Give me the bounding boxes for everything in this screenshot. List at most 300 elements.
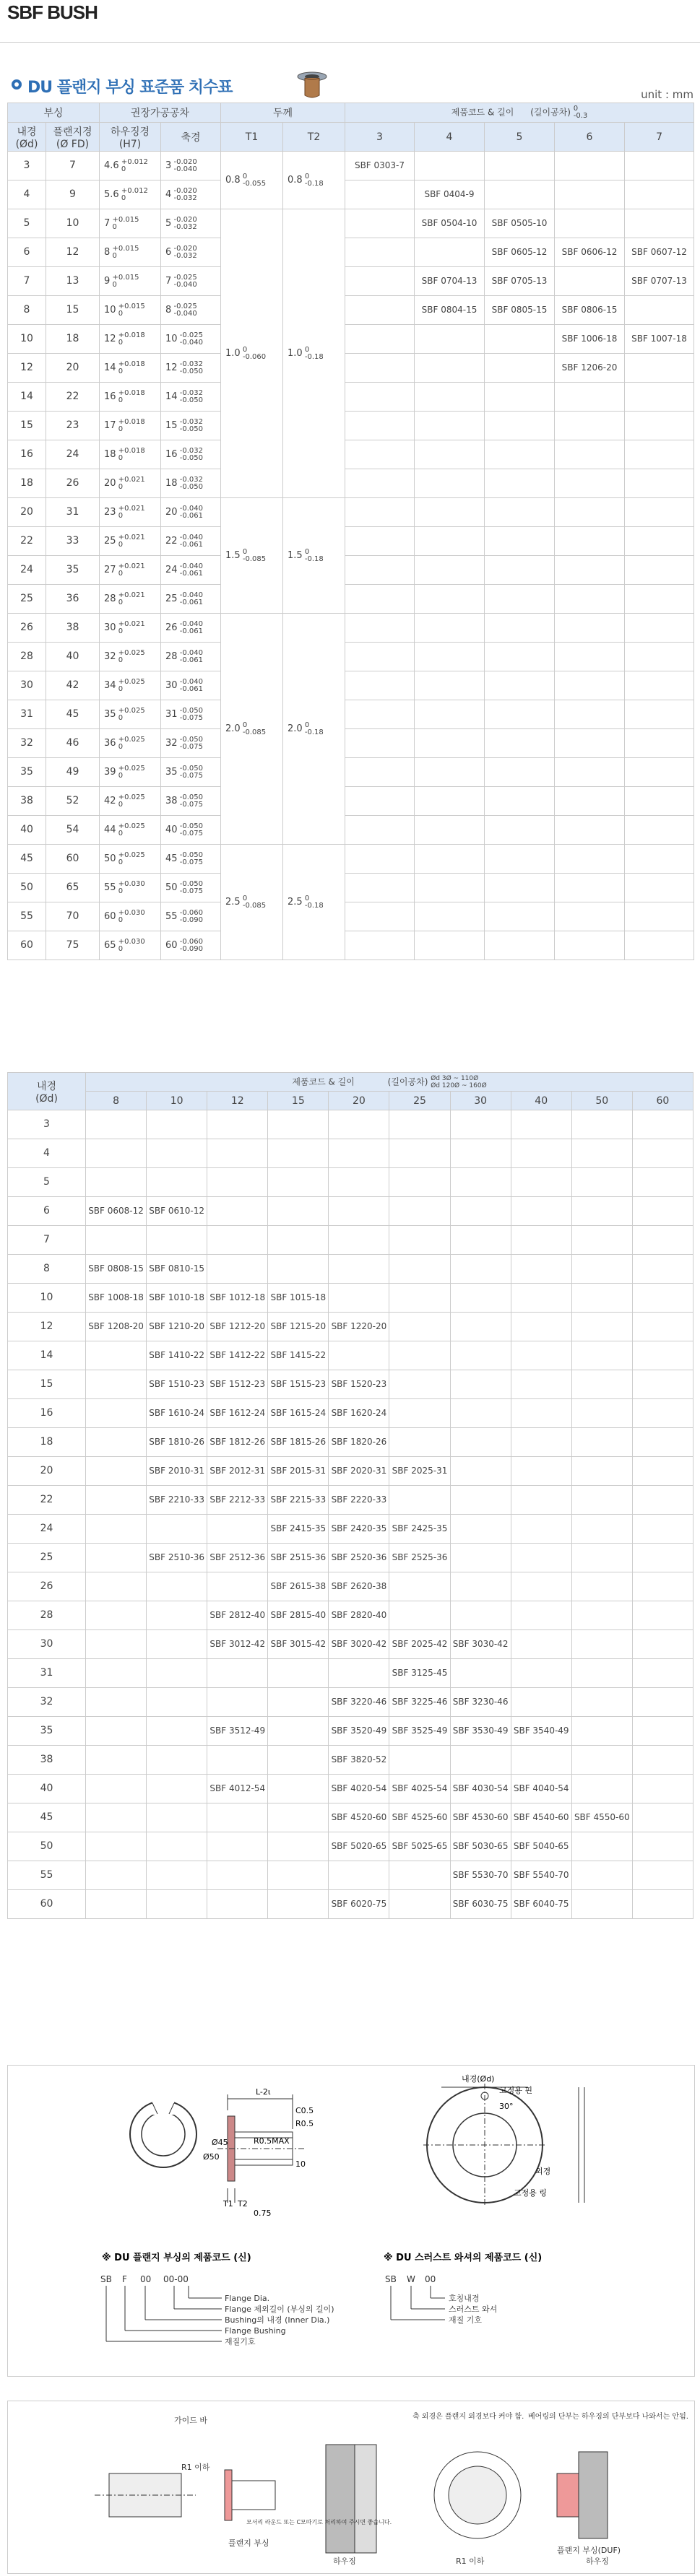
table-row xyxy=(8,556,694,585)
table-row xyxy=(8,527,694,556)
table-row xyxy=(8,1255,693,1284)
cell-code xyxy=(268,1255,329,1284)
cell-code xyxy=(625,152,694,180)
header2-inner: 내경 (Ød) xyxy=(8,1073,86,1110)
cell-code xyxy=(329,1139,389,1168)
cell-code xyxy=(450,1601,511,1630)
cell-shaft: 30 -0.040 -0.061 xyxy=(161,671,221,700)
dim-30: 30° xyxy=(499,2102,514,2111)
cell-flange: 26 xyxy=(46,469,100,498)
cell-code xyxy=(625,671,694,700)
cell-code xyxy=(632,1370,693,1399)
header-inner: 내경 (Ød) xyxy=(8,123,46,152)
cell-code xyxy=(345,498,415,527)
cell-code xyxy=(207,1255,268,1284)
fig2-round-note: 모서리 라운드 또는 C모따기로 처리하여 주시면 좋습니다. xyxy=(246,2519,392,2525)
header-code-length xyxy=(345,103,694,123)
cell-shaft: 28 -0.040 -0.061 xyxy=(161,643,221,671)
cell-code xyxy=(389,1370,450,1399)
cell-shaft: 6 -0.020 -0.032 xyxy=(161,238,221,267)
cell-code xyxy=(555,614,625,643)
cell-inner: 26 xyxy=(8,614,46,643)
cell-code xyxy=(632,1284,693,1313)
cell-code: SBF 1810-26 xyxy=(147,1428,207,1457)
cell-code xyxy=(485,758,555,787)
cell-code xyxy=(86,1428,147,1457)
length-tol-upper: 0 xyxy=(573,105,579,113)
cell-code xyxy=(147,1226,207,1255)
fig2-duf: 플랜지 부싱(DUF) xyxy=(557,2546,621,2555)
table-row xyxy=(8,296,694,325)
dim-d50: Ø50 xyxy=(203,2152,220,2162)
cell-code xyxy=(625,787,694,816)
cell-flange: 52 xyxy=(46,787,100,816)
header2-len: 60 xyxy=(632,1092,693,1110)
cell-shaft: 4 -0.020 -0.032 xyxy=(161,180,221,209)
cell-housing: 27 +0.021 0 xyxy=(100,556,161,585)
table-row xyxy=(8,643,694,671)
dim-outer: 외경 xyxy=(535,2167,551,2176)
cell-shaft: 25 -0.040 -0.061 xyxy=(161,585,221,614)
section-title: DU 플랜지 부싱 표준품 치수표 xyxy=(27,79,233,97)
cell-code: SBF 5040-65 xyxy=(511,1832,571,1861)
code-flange-legend-3: Bushing의 내경 (Inner Dia.) xyxy=(225,2315,330,2325)
code-washer-title: ※ DU 스러스트 와셔의 제품코드 (신) xyxy=(384,2253,543,2263)
cell-shaft: 18 -0.032 -0.050 xyxy=(161,469,221,498)
cell-code xyxy=(571,1746,632,1775)
cell-code xyxy=(625,354,694,383)
cell-flange: 23 xyxy=(46,412,100,440)
cell-code xyxy=(345,816,415,845)
cell-code xyxy=(415,354,485,383)
cell-housing: 20 +0.021 0 xyxy=(100,469,161,498)
cell-code: SBF 1410-22 xyxy=(147,1341,207,1370)
cell-flange: 38 xyxy=(46,614,100,643)
cell-code xyxy=(625,585,694,614)
cell-code xyxy=(389,1746,450,1775)
cell-code xyxy=(207,1110,268,1139)
table-row xyxy=(8,1717,693,1746)
cell-code xyxy=(268,1197,329,1226)
cell-code xyxy=(485,383,555,412)
code-flange-title: ※ DU 플랜지 부싱의 제품코드 (신) xyxy=(102,2253,251,2263)
cell-code xyxy=(86,1803,147,1832)
fig2-housing-2: 하우징 xyxy=(586,2557,609,2566)
fig2-r1-2: R1 이하 xyxy=(456,2557,485,2566)
cell-code xyxy=(345,556,415,585)
cell-code: SBF 1012-18 xyxy=(207,1284,268,1313)
dim-c05: C0.5 xyxy=(295,2106,314,2115)
cell-code: SBF 0607-12 xyxy=(625,238,694,267)
cell-flange: 54 xyxy=(46,816,100,845)
cell-housing: 5.6 +0.012 0 xyxy=(100,180,161,209)
cell-code xyxy=(625,412,694,440)
length-tol-lower: -0.3 xyxy=(573,112,588,120)
cell-code: SBF 3820-52 xyxy=(329,1746,389,1775)
cell-inner: 40 xyxy=(8,816,46,845)
cell-code: SBF 1015-18 xyxy=(268,1284,329,1313)
cell-code xyxy=(450,1399,511,1428)
cell-code xyxy=(345,440,415,469)
cell-code xyxy=(511,1139,571,1168)
header-housing: 하우징경 (H7) xyxy=(100,123,161,152)
cell-inner: 28 xyxy=(8,1601,86,1630)
cell-code xyxy=(345,180,415,209)
header-tolerance: 권장가공공차 xyxy=(100,103,221,123)
cell-code xyxy=(571,1284,632,1313)
cell-code xyxy=(485,671,555,700)
header-len-5: 5 xyxy=(485,123,555,152)
fig2-housing-1: 하우징 xyxy=(333,2557,356,2566)
cell-code: SBF 3530-49 xyxy=(450,1717,511,1746)
cell-inner: 35 xyxy=(8,1717,86,1746)
cell-thickness-t1: 0.8 0 -0.055 xyxy=(221,152,283,209)
cell-code xyxy=(625,816,694,845)
cell-code: SBF 4540-60 xyxy=(511,1803,571,1832)
cell-code: SBF 1812-26 xyxy=(207,1428,268,1457)
cell-code xyxy=(147,1572,207,1601)
cell-code xyxy=(147,1515,207,1544)
cell-code: SBF 1006-18 xyxy=(555,325,625,354)
code-washer-legend-3: 재질 기호 xyxy=(449,2315,483,2325)
cell-shaft: 45 -0.050 -0.075 xyxy=(161,845,221,874)
cell-flange: 9 xyxy=(46,180,100,209)
cell-code xyxy=(571,1226,632,1255)
cell-code xyxy=(207,1688,268,1717)
cell-code: SBF 1412-22 xyxy=(207,1341,268,1370)
cell-inner: 22 xyxy=(8,1486,86,1515)
table-row xyxy=(8,1399,693,1428)
cell-code xyxy=(450,1313,511,1341)
code-table xyxy=(7,1072,693,1919)
cell-code xyxy=(555,585,625,614)
cell-code xyxy=(632,1341,693,1370)
cell-code xyxy=(207,1861,268,1890)
cell-thickness-t2: 1.0 0 -0.18 xyxy=(283,209,345,498)
flange-bush-icon xyxy=(295,71,329,100)
cell-inner: 10 xyxy=(8,325,46,354)
cell-code: SBF 4520-60 xyxy=(329,1803,389,1832)
code-flange-legend-2: Flange 제외길이 (부싱의 길이) xyxy=(225,2305,334,2314)
cell-inner: 30 xyxy=(8,1630,86,1659)
cell-code xyxy=(511,1601,571,1630)
cell-code xyxy=(415,412,485,440)
fig2-note-1: 축 외경은 플랜지 외경보다 커야 함. xyxy=(412,2413,524,2421)
cell-code: SBF 2010-31 xyxy=(147,1457,207,1486)
length-tol-line1: Ød 3Ø ~ 110Ø xyxy=(431,1074,479,1082)
cell-flange: 45 xyxy=(46,700,100,729)
cell-flange: 22 xyxy=(46,383,100,412)
table-row xyxy=(8,1284,693,1313)
cell-code xyxy=(147,1861,207,1890)
table-row xyxy=(8,845,694,874)
cell-code xyxy=(450,1544,511,1572)
cell-code: SBF 1010-18 xyxy=(147,1284,207,1313)
cell-code xyxy=(571,1486,632,1515)
cell-inner: 5 xyxy=(8,1168,86,1197)
cell-flange: 36 xyxy=(46,585,100,614)
cell-code xyxy=(345,643,415,671)
cell-code xyxy=(389,1399,450,1428)
cell-inner: 10 xyxy=(8,1284,86,1313)
cell-code xyxy=(345,383,415,412)
dim-t2: T2 xyxy=(238,2199,248,2209)
dimension-table xyxy=(7,103,694,960)
cell-code xyxy=(207,1139,268,1168)
cell-code xyxy=(571,1659,632,1688)
header2-len: 20 xyxy=(329,1092,389,1110)
cell-code xyxy=(415,325,485,354)
cell-code: SBF 1620-24 xyxy=(329,1399,389,1428)
cell-code xyxy=(389,1341,450,1370)
cell-code xyxy=(345,325,415,354)
cell-flange: 15 xyxy=(46,296,100,325)
cell-housing: 44 +0.025 0 xyxy=(100,816,161,845)
cell-code xyxy=(511,1688,571,1717)
cell-code: SBF 1415-22 xyxy=(268,1341,329,1370)
cell-code xyxy=(571,1457,632,1486)
cell-flange: 49 xyxy=(46,758,100,787)
cell-housing: 55 +0.030 0 xyxy=(100,874,161,902)
cell-flange: 35 xyxy=(46,556,100,585)
cell-code xyxy=(555,469,625,498)
cell-code xyxy=(86,1832,147,1861)
cell-flange: 65 xyxy=(46,874,100,902)
cell-code xyxy=(329,1255,389,1284)
cell-inner: 20 xyxy=(8,1457,86,1486)
cell-code: SBF 1215-20 xyxy=(268,1313,329,1341)
cell-shaft: 14 -0.032 -0.050 xyxy=(161,383,221,412)
split-ring-drawing xyxy=(130,2094,196,2167)
cell-code xyxy=(571,1341,632,1370)
cell-inner: 12 xyxy=(8,1313,86,1341)
cell-flange: 46 xyxy=(46,729,100,758)
cell-code xyxy=(555,152,625,180)
cell-flange: 42 xyxy=(46,671,100,700)
cell-code xyxy=(571,1313,632,1341)
cell-code: SBF 0505-10 xyxy=(485,209,555,238)
cell-code xyxy=(86,1341,147,1370)
cell-code: SBF 1520-23 xyxy=(329,1370,389,1399)
dim-l: L-2ι xyxy=(256,2087,271,2097)
cell-thickness-t1: 2.0 0 -0.085 xyxy=(221,614,283,845)
table-row xyxy=(8,1746,693,1775)
cell-inner: 31 xyxy=(8,1659,86,1688)
cell-code xyxy=(625,209,694,238)
cell-code xyxy=(450,1428,511,1457)
cell-code xyxy=(345,700,415,729)
table-row xyxy=(8,1601,693,1630)
cell-code xyxy=(485,931,555,960)
cell-inner: 35 xyxy=(8,758,46,787)
cell-code xyxy=(147,1832,207,1861)
table-row xyxy=(8,1428,693,1457)
cell-code: SBF 1815-26 xyxy=(268,1428,329,1457)
cell-code xyxy=(389,1110,450,1139)
cell-inner: 25 xyxy=(8,585,46,614)
cell-code xyxy=(511,1572,571,1601)
cell-housing: 17 +0.018 0 xyxy=(100,412,161,440)
cell-code: SBF 1510-23 xyxy=(147,1370,207,1399)
cell-thickness-t2: 2.0 0 -0.18 xyxy=(283,614,345,845)
header-thickness: 두께 xyxy=(221,103,345,123)
cell-code: SBF 1210-20 xyxy=(147,1313,207,1341)
cell-code xyxy=(555,729,625,758)
standard-dimension-section xyxy=(7,71,693,960)
header-len-4: 4 xyxy=(415,123,485,152)
cell-code xyxy=(389,1890,450,1919)
cell-code xyxy=(555,209,625,238)
cell-code: SBF 2615-38 xyxy=(268,1572,329,1601)
code-flange-part-1: SB xyxy=(100,2274,112,2284)
cell-code xyxy=(147,1746,207,1775)
cell-code xyxy=(415,643,485,671)
cell-flange: 12 xyxy=(46,238,100,267)
cell-code: SBF 4012-54 xyxy=(207,1775,268,1803)
cell-inner: 31 xyxy=(8,700,46,729)
cell-code xyxy=(86,1890,147,1919)
cell-code xyxy=(625,498,694,527)
cell-code xyxy=(415,614,485,643)
cell-code xyxy=(389,1168,450,1197)
cell-code xyxy=(571,1717,632,1746)
cell-code xyxy=(415,152,485,180)
cell-code: SBF 6020-75 xyxy=(329,1890,389,1919)
cell-inner: 38 xyxy=(8,1746,86,1775)
cell-code: SBF 0404-9 xyxy=(415,180,485,209)
cell-code xyxy=(415,238,485,267)
cell-code xyxy=(632,1399,693,1428)
header2-len: 8 xyxy=(86,1092,147,1110)
table-row xyxy=(8,209,694,238)
cell-code xyxy=(511,1370,571,1399)
cell-shaft: 50 -0.050 -0.075 xyxy=(161,874,221,902)
code-length-label2: 제품코드 & 길이 xyxy=(292,1076,355,1087)
cell-code xyxy=(207,1659,268,1688)
cell-shaft: 60 -0.060 -0.090 xyxy=(161,931,221,960)
cell-code: SBF 2812-40 xyxy=(207,1601,268,1630)
cell-code xyxy=(268,1775,329,1803)
header-len-7: 7 xyxy=(625,123,694,152)
code-flange-legend-5: 재질기호 xyxy=(225,2337,256,2346)
table-row xyxy=(8,1370,693,1399)
cell-code xyxy=(147,1168,207,1197)
cell-code xyxy=(511,1255,571,1284)
cell-shaft: 31 -0.050 -0.075 xyxy=(161,700,221,729)
cell-inner: 3 xyxy=(8,1110,86,1139)
cell-code xyxy=(86,1486,147,1515)
cell-inner: 7 xyxy=(8,267,46,296)
cell-code xyxy=(389,1572,450,1601)
cell-code xyxy=(625,931,694,960)
cell-code xyxy=(147,1110,207,1139)
cell-code: SBF 3220-46 xyxy=(329,1688,389,1717)
cell-housing: 23 +0.021 0 xyxy=(100,498,161,527)
cell-code: SBF 3125-45 xyxy=(389,1659,450,1688)
cell-code xyxy=(485,729,555,758)
cell-code: SBF 0705-13 xyxy=(485,267,555,296)
cell-code xyxy=(632,1717,693,1746)
cell-thickness-t2: 0.8 0 -0.18 xyxy=(283,152,345,209)
cell-code xyxy=(147,1803,207,1832)
cell-inner: 28 xyxy=(8,643,46,671)
length-tol-label2: (길이공차) xyxy=(387,1076,428,1087)
cell-inner: 40 xyxy=(8,1775,86,1803)
cell-code xyxy=(207,1803,268,1832)
cell-code: SBF 0804-15 xyxy=(415,296,485,325)
header2-len: 40 xyxy=(511,1092,571,1110)
cell-code xyxy=(632,1226,693,1255)
cell-code: SBF 2210-33 xyxy=(147,1486,207,1515)
cell-code xyxy=(511,1428,571,1457)
cell-code xyxy=(147,1630,207,1659)
cell-inner: 5 xyxy=(8,209,46,238)
cell-code xyxy=(86,1601,147,1630)
cell-code xyxy=(86,1746,147,1775)
table-row xyxy=(8,383,694,412)
cell-code xyxy=(632,1832,693,1861)
cell-code: SBF 1208-20 xyxy=(86,1313,147,1341)
cell-code xyxy=(415,440,485,469)
cell-housing: 50 +0.025 0 xyxy=(100,845,161,874)
cell-housing: 60 +0.030 0 xyxy=(100,902,161,931)
cell-shaft: 38 -0.050 -0.075 xyxy=(161,787,221,816)
cell-flange: 10 xyxy=(46,209,100,238)
cell-inner: 55 xyxy=(8,902,46,931)
table-row xyxy=(8,412,694,440)
cell-code xyxy=(86,1630,147,1659)
extended-code-section xyxy=(7,1072,693,1919)
cell-code xyxy=(345,412,415,440)
cell-code xyxy=(625,527,694,556)
cell-shaft: 3 -0.020 -0.040 xyxy=(161,152,221,180)
cell-code xyxy=(555,267,625,296)
cell-code: SBF 1610-24 xyxy=(147,1399,207,1428)
cell-code xyxy=(632,1428,693,1457)
cell-inner: 16 xyxy=(8,440,46,469)
cell-code xyxy=(450,1284,511,1313)
cell-code xyxy=(485,787,555,816)
cell-inner: 55 xyxy=(8,1861,86,1890)
cell-inner: 45 xyxy=(8,845,46,874)
cell-code xyxy=(485,412,555,440)
cell-housing: 14 +0.018 0 xyxy=(100,354,161,383)
cell-code xyxy=(147,1688,207,1717)
cell-code xyxy=(415,469,485,498)
cell-inner: 20 xyxy=(8,498,46,527)
cell-flange: 20 xyxy=(46,354,100,383)
cell-code xyxy=(485,585,555,614)
cell-code xyxy=(450,1515,511,1544)
table-row xyxy=(8,1890,693,1919)
cell-code xyxy=(555,787,625,816)
cell-code xyxy=(86,1861,147,1890)
cell-code: SBF 1206-20 xyxy=(555,354,625,383)
cell-code: SBF 1615-24 xyxy=(268,1399,329,1428)
header-shaft: 축경 xyxy=(161,123,221,152)
cell-code xyxy=(625,643,694,671)
cell-code xyxy=(625,700,694,729)
cell-code xyxy=(625,845,694,874)
cell-code xyxy=(485,152,555,180)
cell-code xyxy=(571,1515,632,1544)
cell-shaft: 55 -0.060 -0.090 xyxy=(161,902,221,931)
cell-housing: 25 +0.021 0 xyxy=(100,527,161,556)
cell-code xyxy=(632,1110,693,1139)
cell-code xyxy=(389,1197,450,1226)
cell-code xyxy=(450,1370,511,1399)
table-row xyxy=(8,614,694,643)
